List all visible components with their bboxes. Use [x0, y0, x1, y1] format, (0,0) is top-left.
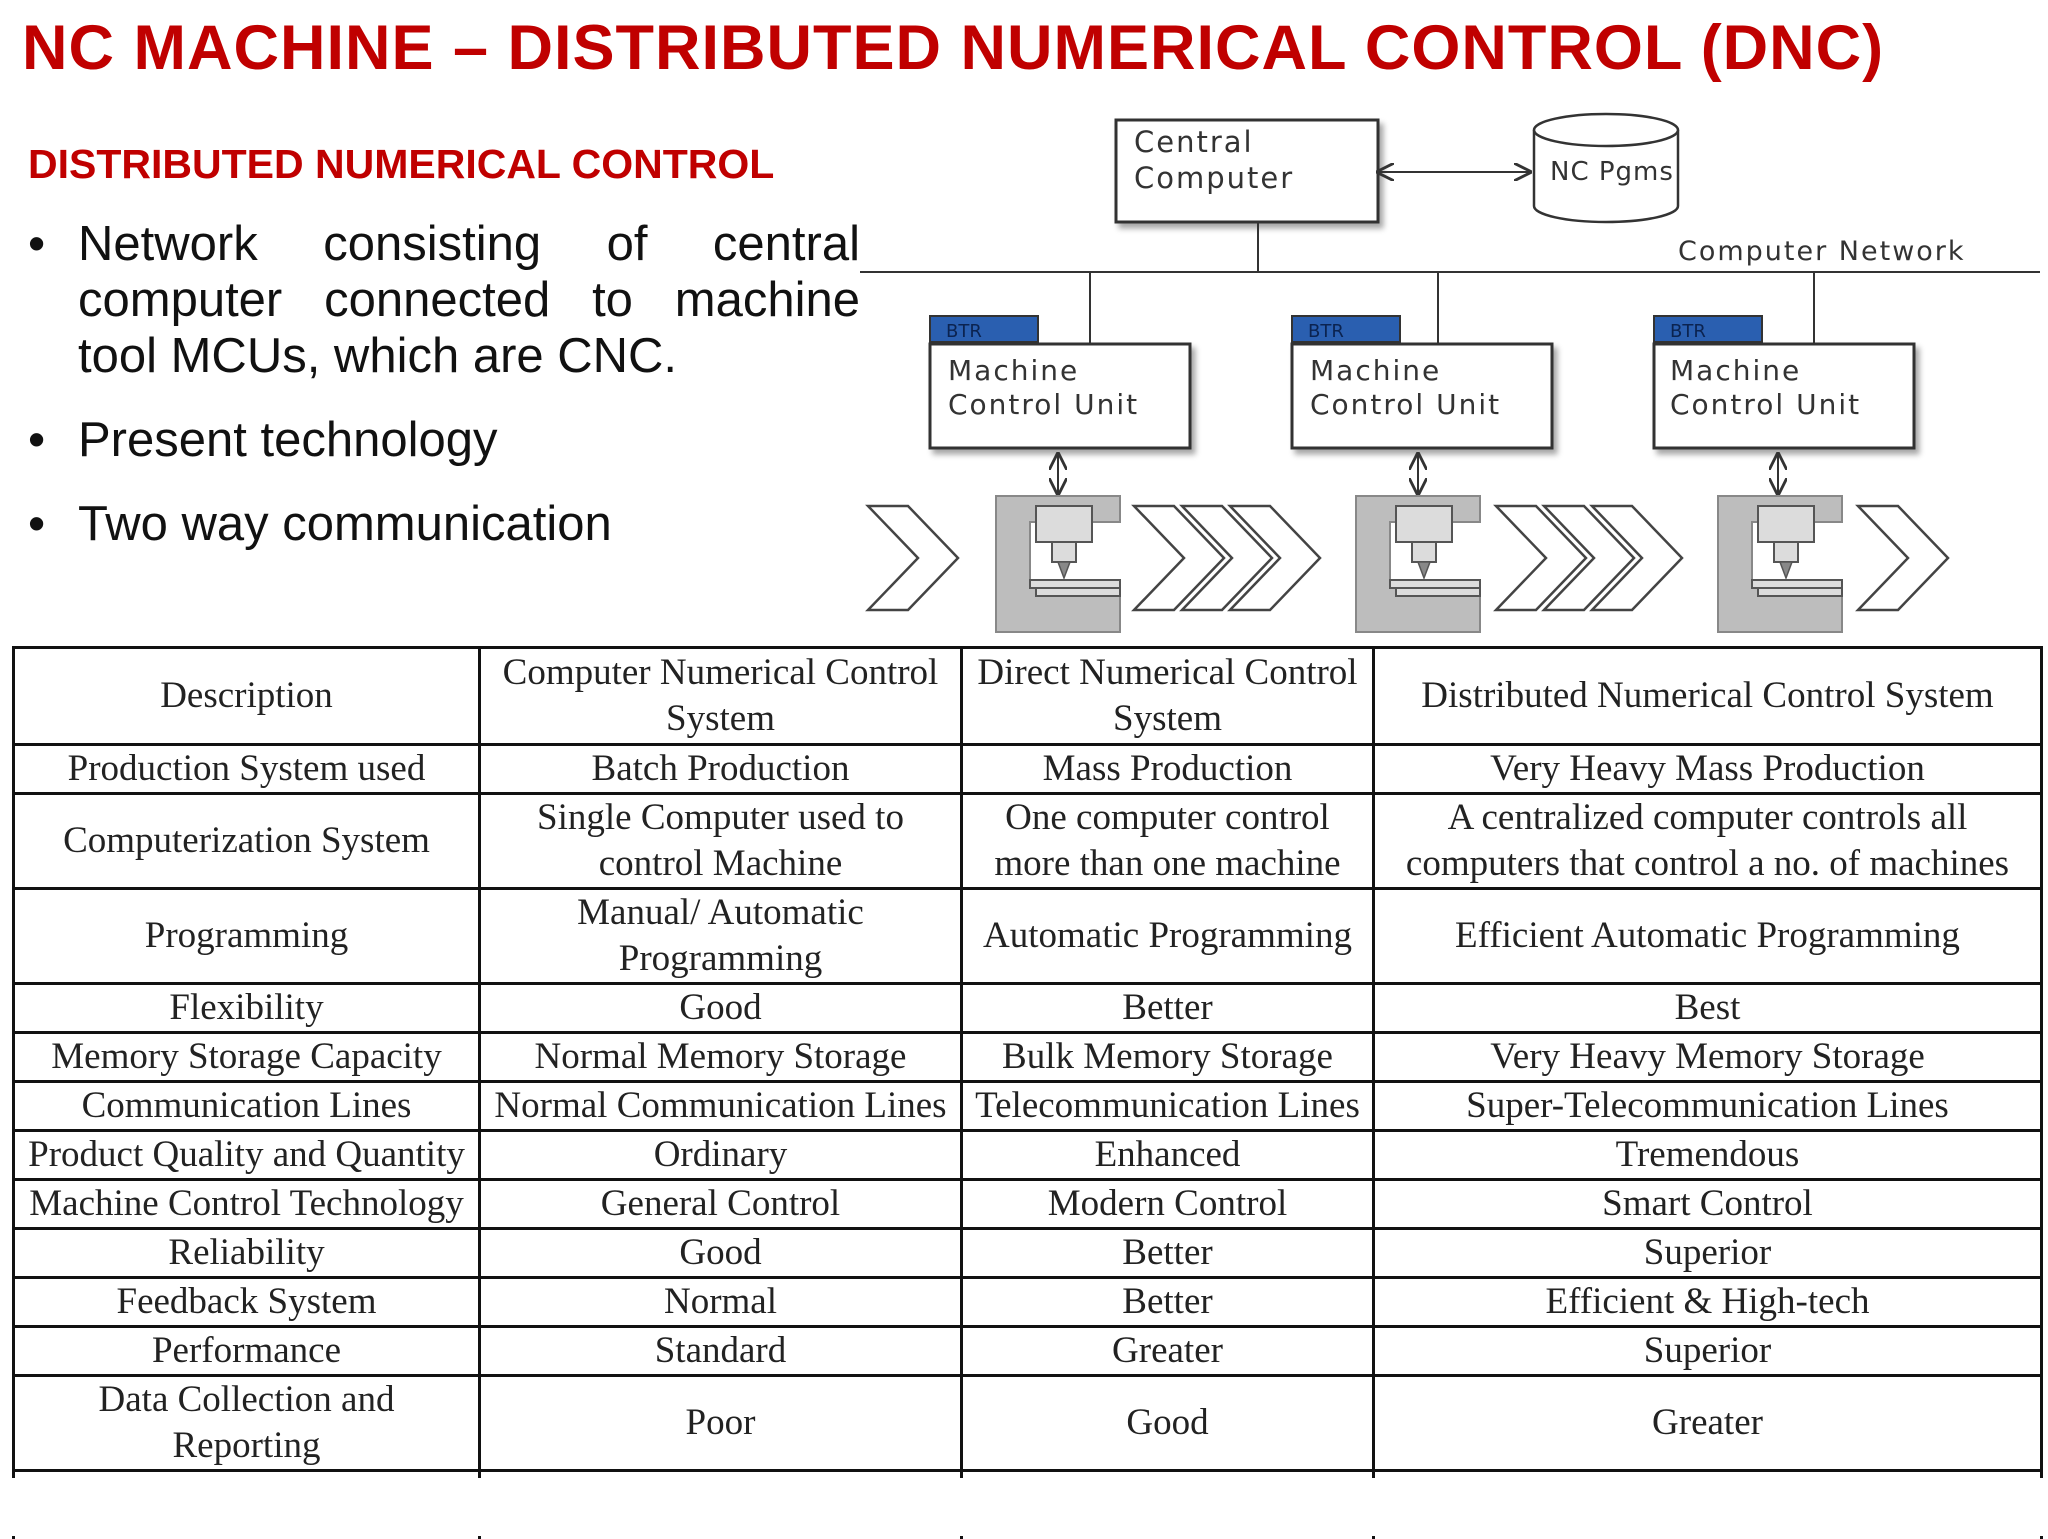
column-header: Description [14, 648, 480, 745]
table-cell: Computerization System [14, 794, 480, 889]
dnc-network-diagram [860, 108, 2040, 638]
table-row [14, 794, 2042, 889]
central-computer-label-line2: Computer [1134, 161, 1294, 195]
table-cell: Performance [14, 1327, 480, 1376]
central-computer-box [1116, 120, 1378, 222]
column-header: Distributed Numerical Control System [1374, 648, 2042, 745]
table-row [14, 1229, 2042, 1278]
cnc-machine-tool-icon [1356, 496, 1480, 632]
table-cell: Better [962, 1278, 1374, 1327]
mcu-label-line1: Machine [948, 354, 1079, 387]
table-row [14, 1131, 2042, 1180]
table-cell: Standard [480, 1327, 962, 1376]
table-cell: Poor [480, 1376, 962, 1471]
chevron-right-icon [868, 506, 958, 610]
central-computer-label-line1: Central [1134, 125, 1254, 159]
nc-programs-database-icon [1534, 114, 1678, 222]
table-cell: Good [480, 984, 962, 1033]
table-cell: Ordinary [480, 1131, 962, 1180]
table-cell: Reliability [14, 1229, 480, 1278]
table-row [14, 1327, 2042, 1376]
table-cell: Production System used [14, 745, 480, 794]
table-cell: Normal Communication Lines [480, 1082, 962, 1131]
table-cell: Flexibility [14, 984, 480, 1033]
bullet-item [28, 496, 860, 552]
table-cell: Modern Control [962, 1180, 1374, 1229]
mcu-label-line1: Machine [1670, 354, 1801, 387]
table-cell: Manual/ Automatic Programming [480, 889, 962, 984]
table-row [14, 889, 2042, 984]
table-cell: Greater [1374, 1376, 2042, 1471]
nc-programs-label: NC Pgms [1550, 157, 1674, 187]
table-row [14, 1278, 2042, 1327]
computer-network-label: Computer Network [1678, 236, 1966, 267]
cnc-machine-tool-icon [1718, 496, 1842, 632]
table-cell: Automatic Programming [962, 889, 1374, 984]
chevron-right-icon [1858, 506, 1948, 610]
section-heading: DISTRIBUTED NUMERICAL CONTROL [28, 138, 774, 190]
bullet-marker: • [28, 412, 58, 468]
image-bottom-margin [0, 1478, 2048, 1536]
btr-label: BTR [1308, 321, 1344, 342]
column-header: Direct Numerical Control System [962, 648, 1374, 745]
table-cell: Smart Control [1374, 1180, 2042, 1229]
bullet-item [28, 216, 860, 384]
table-cell: A centralized computer controls all computers that control a no. of machines [1374, 794, 2042, 889]
btr-label: BTR [946, 321, 982, 342]
table-cell: Very Heavy Mass Production [1374, 745, 2042, 794]
table-cell: Telecommunication Lines [962, 1082, 1374, 1131]
comparison-table [12, 646, 2043, 1539]
table-cell: Feedback System [14, 1278, 480, 1327]
column-header: Computer Numerical Control System [480, 648, 962, 745]
mcu-label-line1: Machine [1310, 354, 1441, 387]
table-cell: Efficient Automatic Programming [1374, 889, 2042, 984]
table-cell: Super-Telecommunication Lines [1374, 1082, 2042, 1131]
table-row [14, 1033, 2042, 1082]
table-cell: Superior [1374, 1229, 2042, 1278]
bullet-item [28, 412, 860, 468]
bullet-marker: • [28, 216, 58, 272]
bullet-marker: • [28, 496, 58, 552]
table-cell: Normal [480, 1278, 962, 1327]
mcu-label-line2: Control Unit [948, 388, 1139, 421]
table-header-row [14, 648, 2042, 745]
mcu-label-line2: Control Unit [1670, 388, 1861, 421]
table-cell: Good [480, 1229, 962, 1278]
table-cell: Tremendous [1374, 1131, 2042, 1180]
table-cell: Superior [1374, 1327, 2042, 1376]
table-cell: General Control [480, 1180, 962, 1229]
table-cell: Enhanced [962, 1131, 1374, 1180]
bullet-text: Network consisting of central computer connected to machine tool MCUs, which are CNC. [78, 217, 860, 383]
table-cell: Normal Memory Storage [480, 1033, 962, 1082]
table-cell: Very Heavy Memory Storage [1374, 1033, 2042, 1082]
table-cell: Programming [14, 889, 480, 984]
machine-control-unit-1 [930, 316, 1190, 448]
cnc-machine-tool-icon [996, 496, 1120, 632]
table-cell: Machine Control Technology [14, 1180, 480, 1229]
table-row [14, 1082, 2042, 1131]
table-cell: Better [962, 1229, 1374, 1278]
table-cell: Better [962, 984, 1374, 1033]
table-cell: Communication Lines [14, 1082, 480, 1131]
btr-label: BTR [1670, 321, 1706, 342]
table-row [14, 1180, 2042, 1229]
machine-control-unit-3 [1654, 316, 1914, 448]
table-row [14, 984, 2042, 1033]
table-cell: Efficient & High-tech [1374, 1278, 2042, 1327]
slide-title: NC MACHINE – DISTRIBUTED NUMERICAL CONTROL (DNC) [22, 8, 2042, 88]
table-row [14, 745, 2042, 794]
table-cell: Best [1374, 984, 2042, 1033]
mcu-label-line2: Control Unit [1310, 388, 1501, 421]
table-cell: Batch Production [480, 745, 962, 794]
table-cell: One computer control more than one machine [962, 794, 1374, 889]
bullet-text: Two way communication [78, 497, 612, 551]
table-cell: Bulk Memory Storage [962, 1033, 1374, 1082]
bullet-list [28, 216, 860, 580]
table-cell: Data Collection and Reporting [14, 1376, 480, 1471]
table-row [14, 1376, 2042, 1471]
bullet-text: Present technology [78, 413, 498, 467]
table-cell: Good [962, 1376, 1374, 1471]
table-cell: Memory Storage Capacity [14, 1033, 480, 1082]
table-cell: Greater [962, 1327, 1374, 1376]
table-cell: Mass Production [962, 745, 1374, 794]
table-cell: Single Computer used to control Machine [480, 794, 962, 889]
table-cell: Product Quality and Quantity [14, 1131, 480, 1180]
machine-control-unit-2 [1292, 316, 1552, 448]
